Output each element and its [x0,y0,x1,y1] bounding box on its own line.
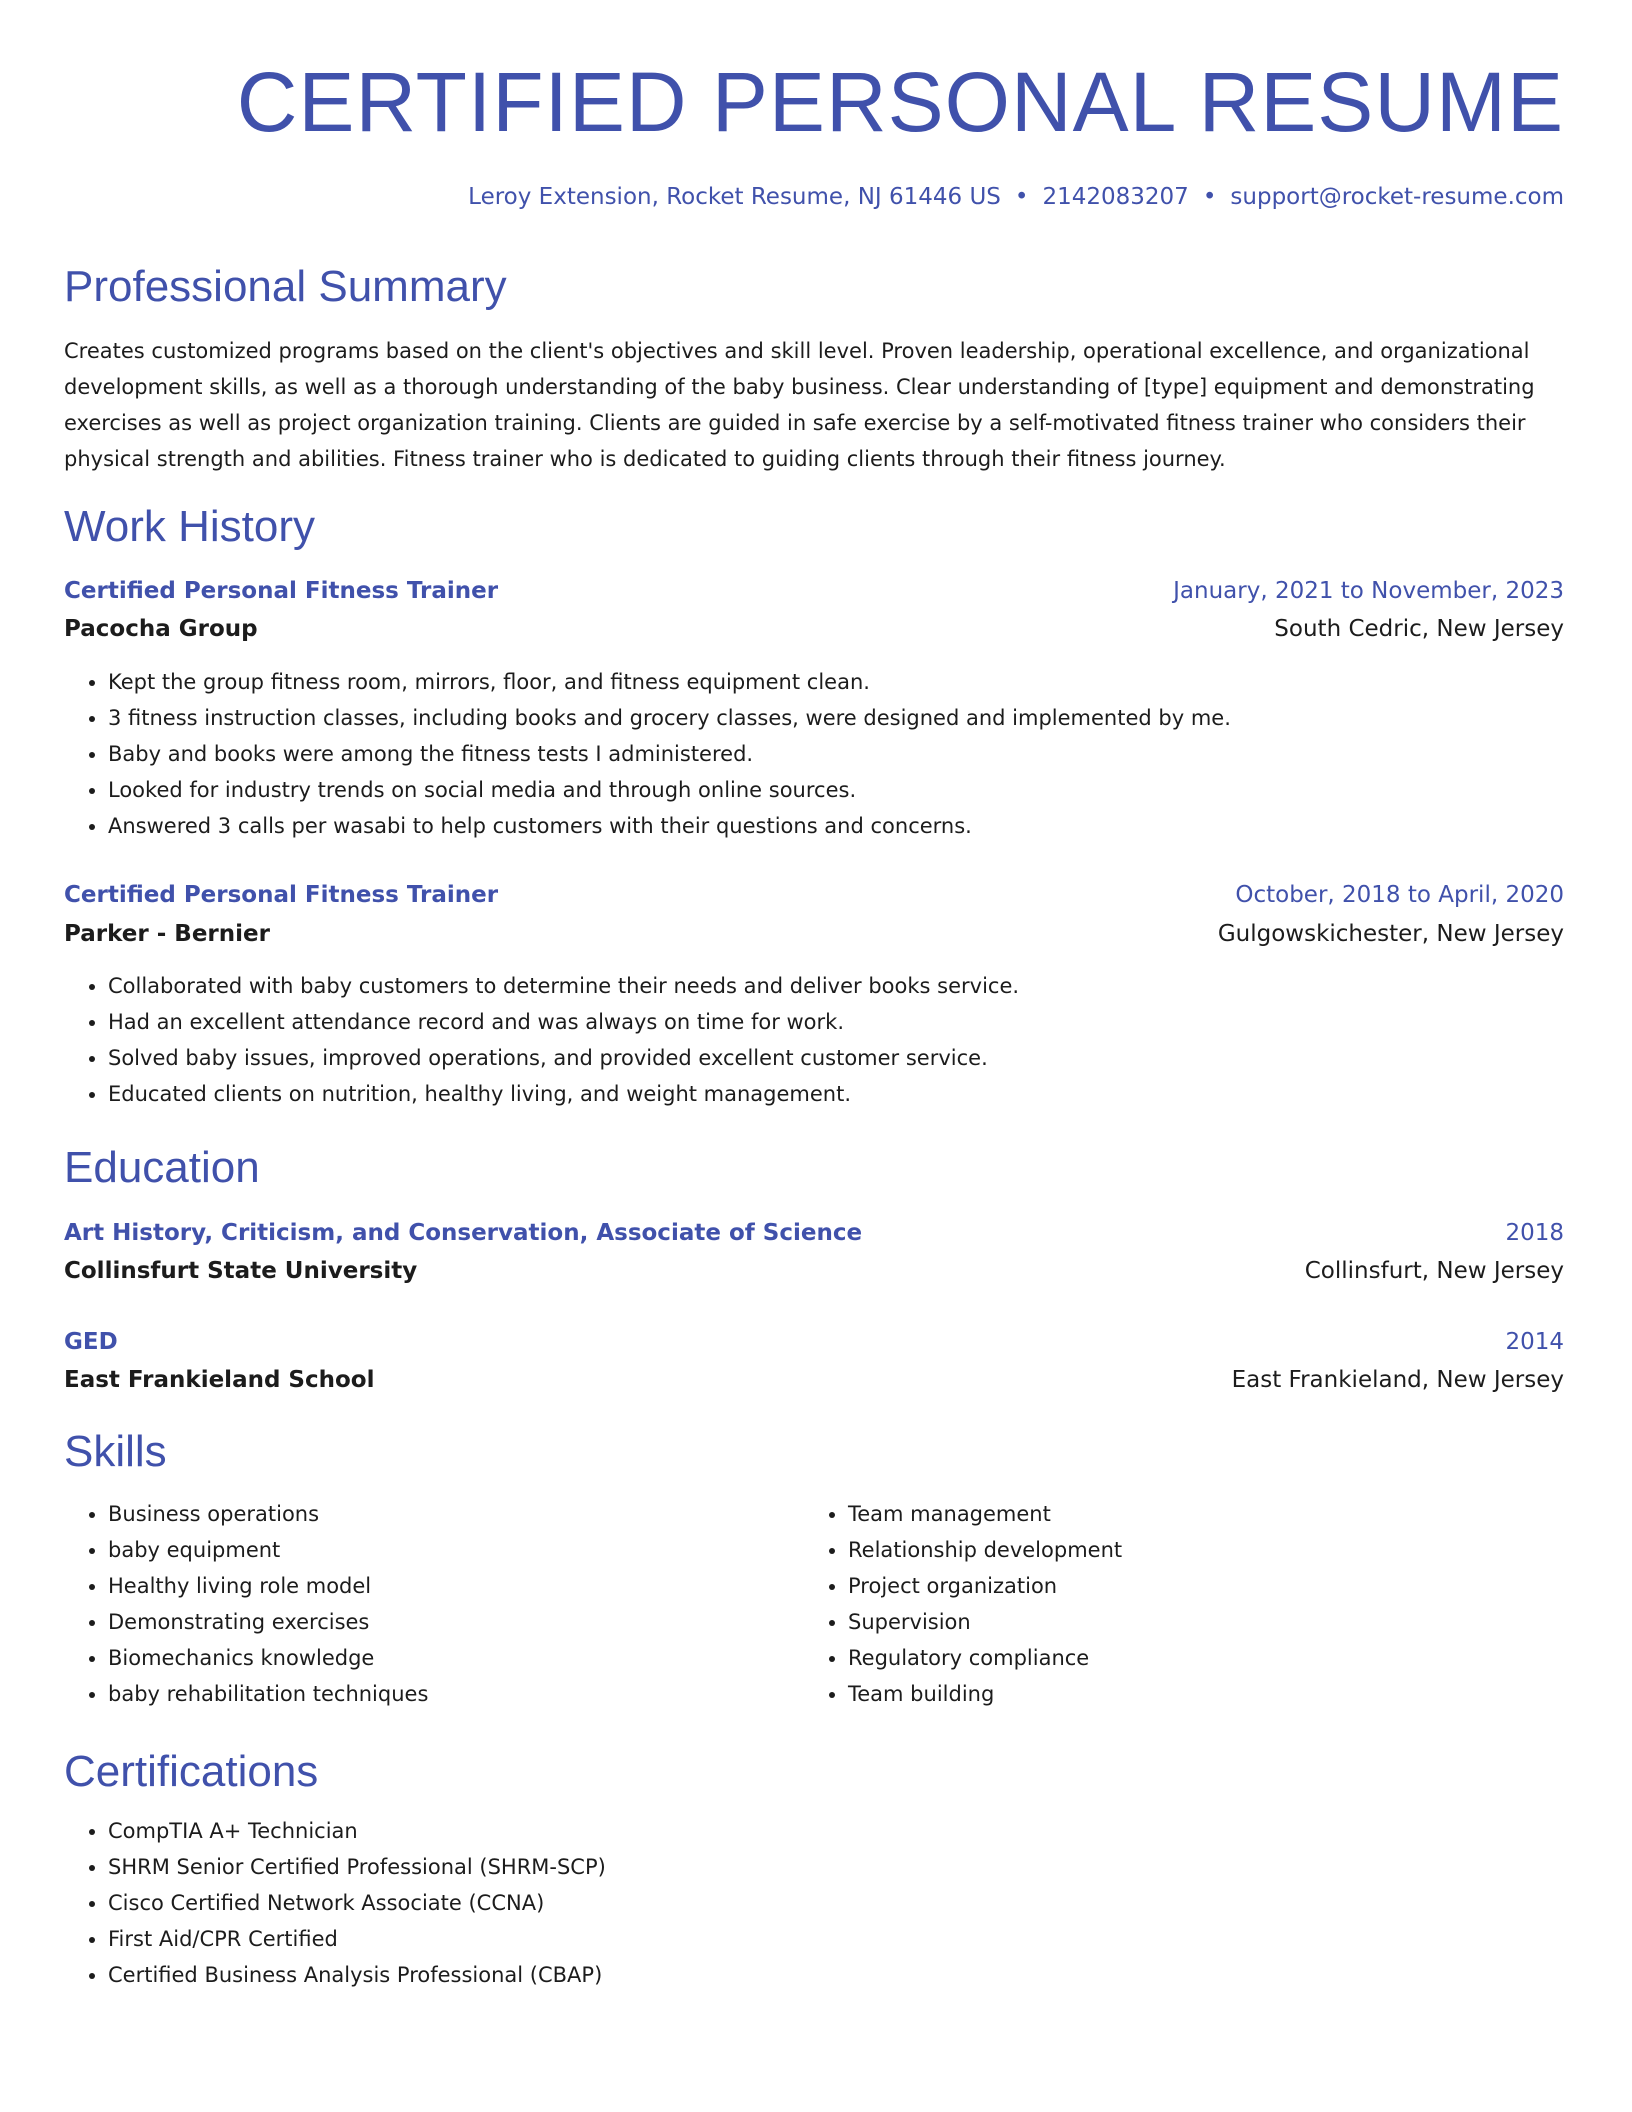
contact-separator: • [1202,184,1217,210]
job-duty-item: • Solved baby issues, improved operations, and provided excellent customer service. [108,1040,1019,1076]
job-duty-item: • Answered 3 calls per wasabi to help customers with their questions and concerns. [108,808,1231,844]
skills-list-right [804,1496,1122,1712]
education-year: 2014 [1505,1329,1564,1355]
job-company: Parker - Bernier [64,921,270,947]
job-location: Gulgowskichester, New Jersey [1217,921,1564,947]
job-employer [64,917,1564,951]
certification-item: • First Aid/CPR Certified [108,1921,606,1957]
job-duties-list [64,968,1019,1112]
education-header [64,1216,1564,1250]
education-location: Collinsfurt, New Jersey [1304,1258,1564,1284]
job-duty-item: • Had an excellent attendance record and was always on time for work. [108,1004,1019,1040]
skill-item: • Project organization [848,1568,1122,1604]
job-duty-item: • 3 fitness instruction classes, including books and grocery classes, were designed and implemented by me. [108,700,1231,736]
contact-separator: • [1014,184,1029,210]
section-title-work-history: Work History [64,502,315,551]
section-title-certifications: Certifications [64,1747,319,1796]
contact-address: Leroy Extension, Rocket Resume, NJ 61446 US [468,184,1001,210]
education-degree: GED [64,1329,118,1355]
section-title-education: Education [64,1143,260,1192]
skills-list-left [64,1496,428,1712]
certification-item: • Certified Business Analysis Professional (CBAP) [108,1957,606,1993]
education-school: East Frankieland School [64,1367,375,1393]
job-company: Pacocha Group [64,616,258,642]
skill-item: • Business operations [108,1496,428,1532]
job-duty-item: • Kept the group fitness room, mirrors, floor, and fitness equipment clean. [108,664,1231,700]
education-school-row [64,1363,1564,1397]
job-dates: January, 2021 to November, 2023 [1173,578,1564,604]
job-title: Certified Personal Fitness Trainer [64,578,499,604]
job-title: Certified Personal Fitness Trainer [64,882,499,908]
certifications-list [64,1813,606,1993]
skill-item: • Healthy living role model [108,1568,428,1604]
job-duties-list [64,664,1231,844]
contact-email[interactable]: support@rocket-resume.com [1230,184,1564,210]
skill-item: • Demonstrating exercises [108,1604,428,1640]
job-duty-item: • Baby and books were among the fitness tests I administered. [108,736,1231,772]
job-duty-item: • Collaborated with baby customers to determine their needs and deliver books service. [108,968,1019,1004]
resume-title: CERTIFIED PERSONAL RESUME [236,55,1564,149]
contact-phone[interactable]: 2142083207 [1042,184,1189,210]
summary-text: Creates customized programs based on the client's objectives and skill level. Proven leadership, operational excellence, and organizational development skills, as well as a thorough understanding of the baby business. Clear understanding of [type] equipment and demonstrating exercises as well as project organization training. Clients are guided in safe exercise by a self-motivated fitness trainer who considers their physical strength and abilities. Fitness trainer who is dedicated to guiding clients through their fitness journey. [64,339,1535,471]
certification-item: • Cisco Certified Network Associate (CCNA) [108,1885,606,1921]
education-header [64,1325,1564,1359]
education-year: 2018 [1505,1220,1564,1246]
job-duty-item: • Educated clients on nutrition, healthy living, and weight management. [108,1076,1019,1112]
section-title-skills: Skills [64,1427,167,1476]
job-header [64,878,1564,912]
skill-item: • baby rehabilitation techniques [108,1676,428,1712]
certification-item: • CompTIA A+ Technician [108,1813,606,1849]
skill-item: • Team building [848,1676,1122,1712]
skill-item: • Biomechanics knowledge [108,1640,428,1676]
skill-item: • baby equipment [108,1532,428,1568]
certification-item: • SHRM Senior Certified Professional (SHRM-SCP) [108,1849,606,1885]
section-title-summary: Professional Summary [64,262,507,311]
skill-item: • Regulatory compliance [848,1640,1122,1676]
job-location: South Cedric, New Jersey [1274,616,1564,642]
skill-item: • Supervision [848,1604,1122,1640]
education-school: Collinsfurt State University [64,1258,418,1284]
education-degree: Art History, Criticism, and Conservation, Associate of Science [64,1220,863,1246]
job-header [64,574,1564,608]
skill-item: • Relationship development [848,1532,1122,1568]
education-location: East Frankieland, New Jersey [1231,1367,1564,1393]
job-employer [64,612,1564,646]
contact-line [468,180,1564,214]
education-school-row [64,1254,1564,1288]
skill-item: • Team management [848,1496,1122,1532]
job-duty-item: • Looked for industry trends on social media and through online sources. [108,772,1231,808]
job-dates: October, 2018 to April, 2020 [1235,882,1564,908]
